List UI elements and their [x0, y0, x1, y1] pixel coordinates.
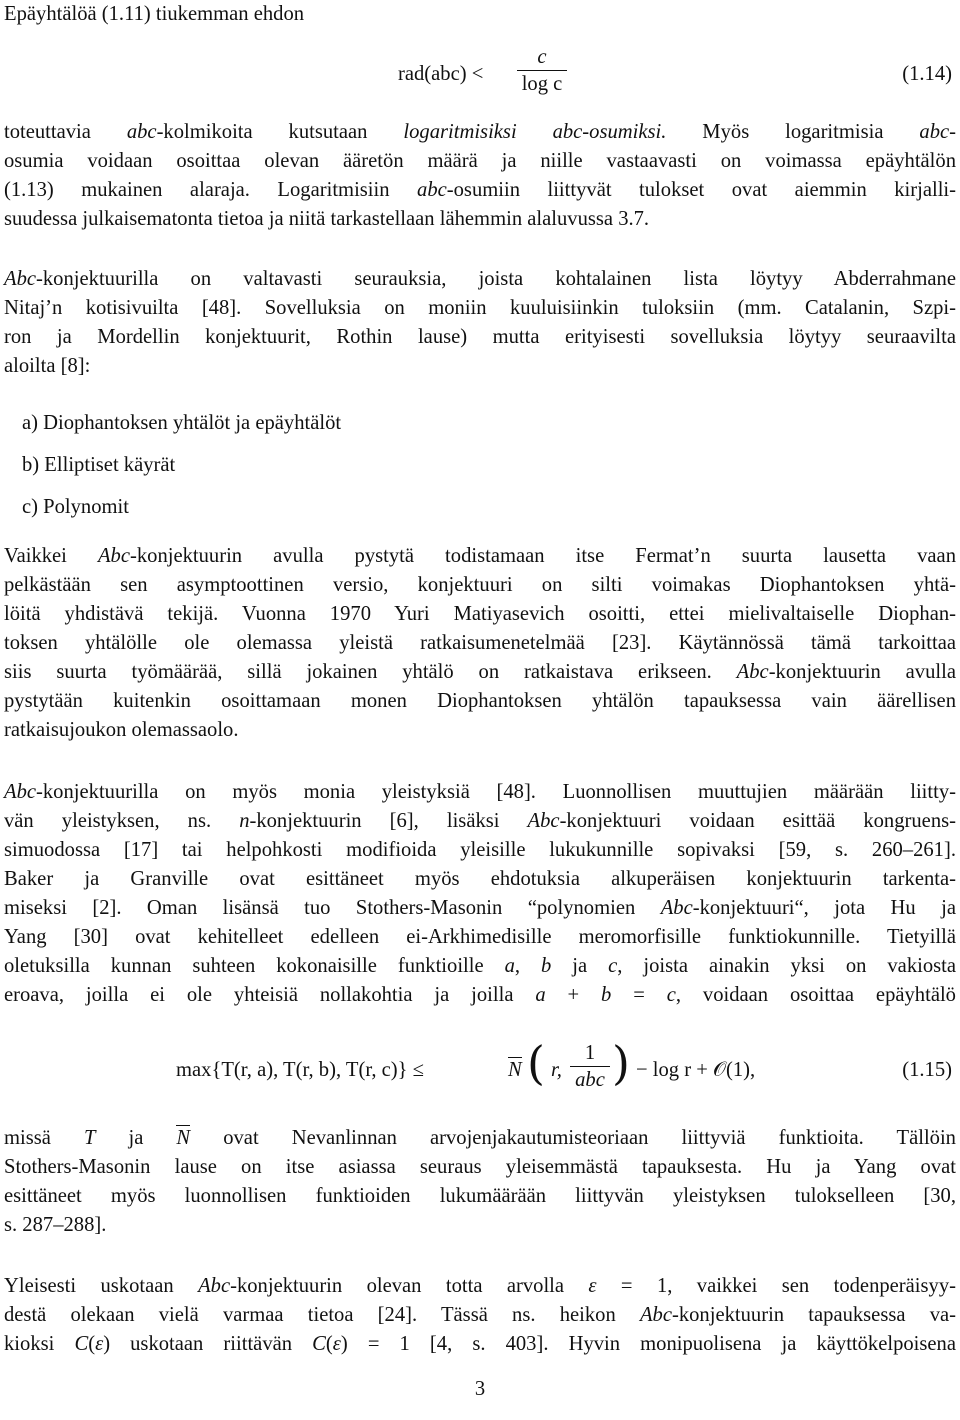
text-segment: vän yleistyksen, ns.: [4, 810, 240, 832]
text-line: [4, 600, 956, 628]
italic-term: Abc: [4, 268, 37, 290]
text-segment: +: [545, 984, 602, 1006]
text-segment: Nitaj’n kotisivuilta [48]. Sovelluksia on moniin kuuluisiinkin tuloksiin (mm. Catalanin, Szpi-: [4, 297, 956, 319]
text-segment: -osumiin liittyvät tulokset ovat aiemmin kirjalli-: [446, 179, 956, 201]
italic-term: Abc: [198, 1275, 231, 1297]
italic-term: abc: [919, 121, 950, 143]
text-segment: Yang [30] ovat kehitelleet edelleen ei-Arkhimedisille meromorfisille funktiokunnille. Tietyillä: [4, 926, 956, 948]
text-segment: Baker ja Granville ovat esittäneet myös ehdotuksia alkuperäisen konjektuurin tarkenta-: [4, 868, 956, 890]
text-segment: ratkaisujoukon olemassaolo.: [4, 719, 239, 741]
list-item: a) Diophantoksen yhtälöt ja epäyhtälöt: [22, 412, 342, 434]
italic-term: a: [535, 984, 546, 1006]
text-segment: ron ja Mordellin konjektuurit, Rothin lause) mutta erityisesti sovelluksia löytyy seuraavilta: [4, 326, 956, 348]
italic-term: Abc: [4, 781, 37, 803]
text-line: [4, 687, 956, 715]
text-segment: ) = 1 [4, s. 403]. Hyvin monipuolisena ja käyttökelpoisena: [340, 1333, 956, 1355]
equation-number: (1.15): [902, 1059, 952, 1081]
text-line: [4, 952, 956, 980]
italic-term: logaritmisiksi abc-osumiksi.: [403, 121, 667, 143]
italic-term: ε: [588, 1275, 597, 1297]
equation-1-15-rhs: − log r + 𝒪(1),: [636, 1059, 756, 1081]
text-segment: ovat Nevanlinnan arvojenjakautumisteoriaan liittyviä funktioita. Tällöin: [190, 1127, 956, 1149]
text-line: [4, 265, 956, 293]
text-segment: -konjektuurin avulla pystytä todistamaan itse Fermat’n suurta lausetta vaan: [130, 545, 956, 567]
text-segment: esittäneet myös luonnollisen funktioiden lukumäärään liittyvän yleistyksen tulokselleen [30,: [4, 1185, 956, 1207]
text-line: [4, 294, 956, 322]
text-line: [4, 894, 956, 922]
text-line: [4, 923, 956, 951]
text-segment: -konjektuurin tapauksessa va-: [671, 1304, 956, 1326]
text-segment: missä: [4, 1127, 84, 1149]
text-line: [4, 323, 956, 351]
text-segment: =: [611, 984, 667, 1006]
italic-term: Abc: [660, 897, 693, 919]
text-segment: s. 287–288].: [4, 1214, 107, 1236]
equation-1-15-lhs: max{T(r, a), T(r, b), T(r, c)} ≤: [176, 1059, 424, 1081]
italic-term: ε: [332, 1333, 341, 1355]
italic-term: a: [504, 955, 515, 977]
text-segment: (: [325, 1333, 333, 1355]
equation-1-15-r: r,: [551, 1059, 562, 1081]
text-segment: osumia voidaan osoittaa olevan ääretön määrä ja niille vastaavasti on voimassa epäyhtälön: [4, 150, 956, 172]
text-line: [4, 629, 956, 657]
text-segment: simuodossa [17] tai helpohkosti modifioida yleisille lukukunnille sopivaksi [59, s. 260–261].: [4, 839, 956, 861]
text-segment: suudessa julkaisematonta tietoa ja niitä tarkastellaan lähemmin alaluvussa 3.7.: [4, 208, 650, 230]
page-number: 3: [474, 1378, 486, 1400]
text-segment: oletuksilla kunnan suhteen kokonaisille funktioille: [4, 955, 505, 977]
text-segment: -konjektuurin [6], lisäksi: [249, 810, 528, 832]
italic-term: Abc: [97, 545, 130, 567]
text-segment: -kolmikoita kutsutaan: [156, 121, 404, 143]
italic-term: n: [239, 810, 250, 832]
italic-term: C: [312, 1333, 326, 1355]
text-line: [4, 807, 956, 835]
equation-number: (1.14): [902, 63, 952, 85]
equation-1-15-N: N: [508, 1059, 522, 1081]
text-segment: (: [88, 1333, 96, 1355]
text-line: [4, 352, 956, 380]
italic-term: ε: [95, 1333, 104, 1355]
text-segment: = 1, vaikkei sen todenperäisyy-: [596, 1275, 956, 1297]
list-item: c) Polynomit: [22, 496, 129, 518]
italic-term: Abc: [527, 810, 560, 832]
text-segment: siis suurta työmäärää, sillä jokainen yhtälö on ratkaistava erikseen.: [4, 661, 737, 683]
text-segment: ) uskotaan riittävän: [103, 1333, 313, 1355]
text-line: [4, 716, 956, 744]
equation-1-15-fraction: 1 abc: [570, 1040, 610, 1093]
text-line: [4, 176, 956, 204]
text-segment: -konjektuurin avulla: [768, 661, 956, 683]
text-segment: destä olekaan vielä varmaa tietoa [24]. Tässä ns. heikon: [4, 1304, 640, 1326]
text-segment: ,: [514, 955, 542, 977]
text-segment: Vaikkei: [4, 545, 98, 567]
italic-term: c: [608, 955, 618, 977]
text-segment: toteuttavia: [4, 121, 127, 143]
text-segment: -konjektuurilla on myös monia yleistyksiä [48]. Luonnollisen muuttujien määrään liitty-: [36, 781, 956, 803]
text-line: [4, 865, 956, 893]
text-segment: -: [949, 121, 956, 143]
text-line: [4, 981, 956, 1009]
text-segment: toksen yhtälölle ole olemassa yleistä ratkaisumenetelmää [23]. Käytännössä tämä tarkoittaa: [4, 632, 956, 654]
text-segment: eroava, joilla ei ole yhteisiä nollakohtia ja joilla: [4, 984, 536, 1006]
text-segment: , voidaan osoittaa epäyhtälö: [675, 984, 956, 1006]
left-paren: (: [527, 1036, 545, 1090]
text-segment: ja: [95, 1127, 177, 1149]
italic-term: C: [74, 1333, 89, 1355]
text-segment: ja: [551, 955, 609, 977]
text-segment: Yleisesti uskotaan: [4, 1275, 199, 1297]
italic-term: b: [601, 984, 612, 1006]
equation-1-14-lhs: rad(abc) <: [398, 63, 484, 85]
text-line: [4, 658, 956, 686]
text-segment: , joista ainakin yksi on vakiosta: [617, 955, 957, 977]
text-segment: -konjektuurin olevan totta arvolla: [230, 1275, 589, 1297]
text-segment: kioksi: [4, 1333, 75, 1355]
text-line: [4, 836, 956, 864]
italic-term: Abc: [639, 1304, 672, 1326]
text-segment: pystytään kuitenkin osoittamaan monen Diophantoksen yhtälön tapauksessa vain äärellisen: [4, 690, 956, 712]
text-line: [4, 147, 956, 175]
text-segment: (1.13) mukainen alaraja. Logaritmisiin: [4, 179, 418, 201]
text-line: [4, 1330, 956, 1358]
text-line: [4, 1153, 956, 1181]
text-segment: Myös logaritmisia: [666, 121, 920, 143]
italic-term: abc: [417, 179, 447, 201]
text-line: Epäyhtälöä (1.11) tiukemman ehdon: [4, 3, 305, 25]
text-segment: -konjektuurilla on valtavasti seurauksia, joista kohtalainen lista löytyy Abderrahmane: [36, 268, 956, 290]
text-line: [4, 1124, 956, 1152]
text-line: [4, 1272, 956, 1300]
right-paren: ): [612, 1036, 630, 1090]
text-line: [4, 118, 956, 146]
equation-1-14-fraction: $\frac{c}{\text{log c}}$: [517, 44, 567, 97]
text-line: [4, 1301, 956, 1329]
italic-term: N: [176, 1127, 191, 1149]
italic-term: T: [83, 1127, 96, 1149]
text-segment: aloilta [8]:: [4, 355, 91, 377]
text-line: [4, 778, 956, 806]
text-line: [4, 205, 956, 233]
text-segment: löitä yhdistävä tekijä. Vuonna 1970 Yuri Matiyasevich osoitti, ettei mielivaltaiselle Diophan-: [4, 603, 956, 625]
italic-term: c: [666, 984, 676, 1006]
list-item: b) Elliptiset käyrät: [22, 454, 176, 476]
text-line: [4, 1211, 956, 1239]
italic-term: b: [541, 955, 552, 977]
text-line: [4, 542, 956, 570]
text-segment: Stothers-Masonin lause on itse asiassa seuraus yleisemmästä tapauksesta. Hu ja Yang ovat: [4, 1156, 956, 1178]
text-line: [4, 571, 956, 599]
text-segment: pelkästään sen asymptoottinen versio, konjektuuri on silti voimakas Diophantoksen yhtä-: [4, 574, 956, 596]
text-segment: -konjektuuri“, jota Hu ja: [692, 897, 956, 919]
text-line: [4, 1182, 956, 1210]
italic-term: abc: [126, 121, 157, 143]
text-segment: miseksi [2]. Oman lisänsä tuo Stothers-Masonin “polynomien: [4, 897, 661, 919]
italic-term: Abc: [736, 661, 769, 683]
text-segment: -konjektuuri voidaan esittää kongruens-: [559, 810, 956, 832]
